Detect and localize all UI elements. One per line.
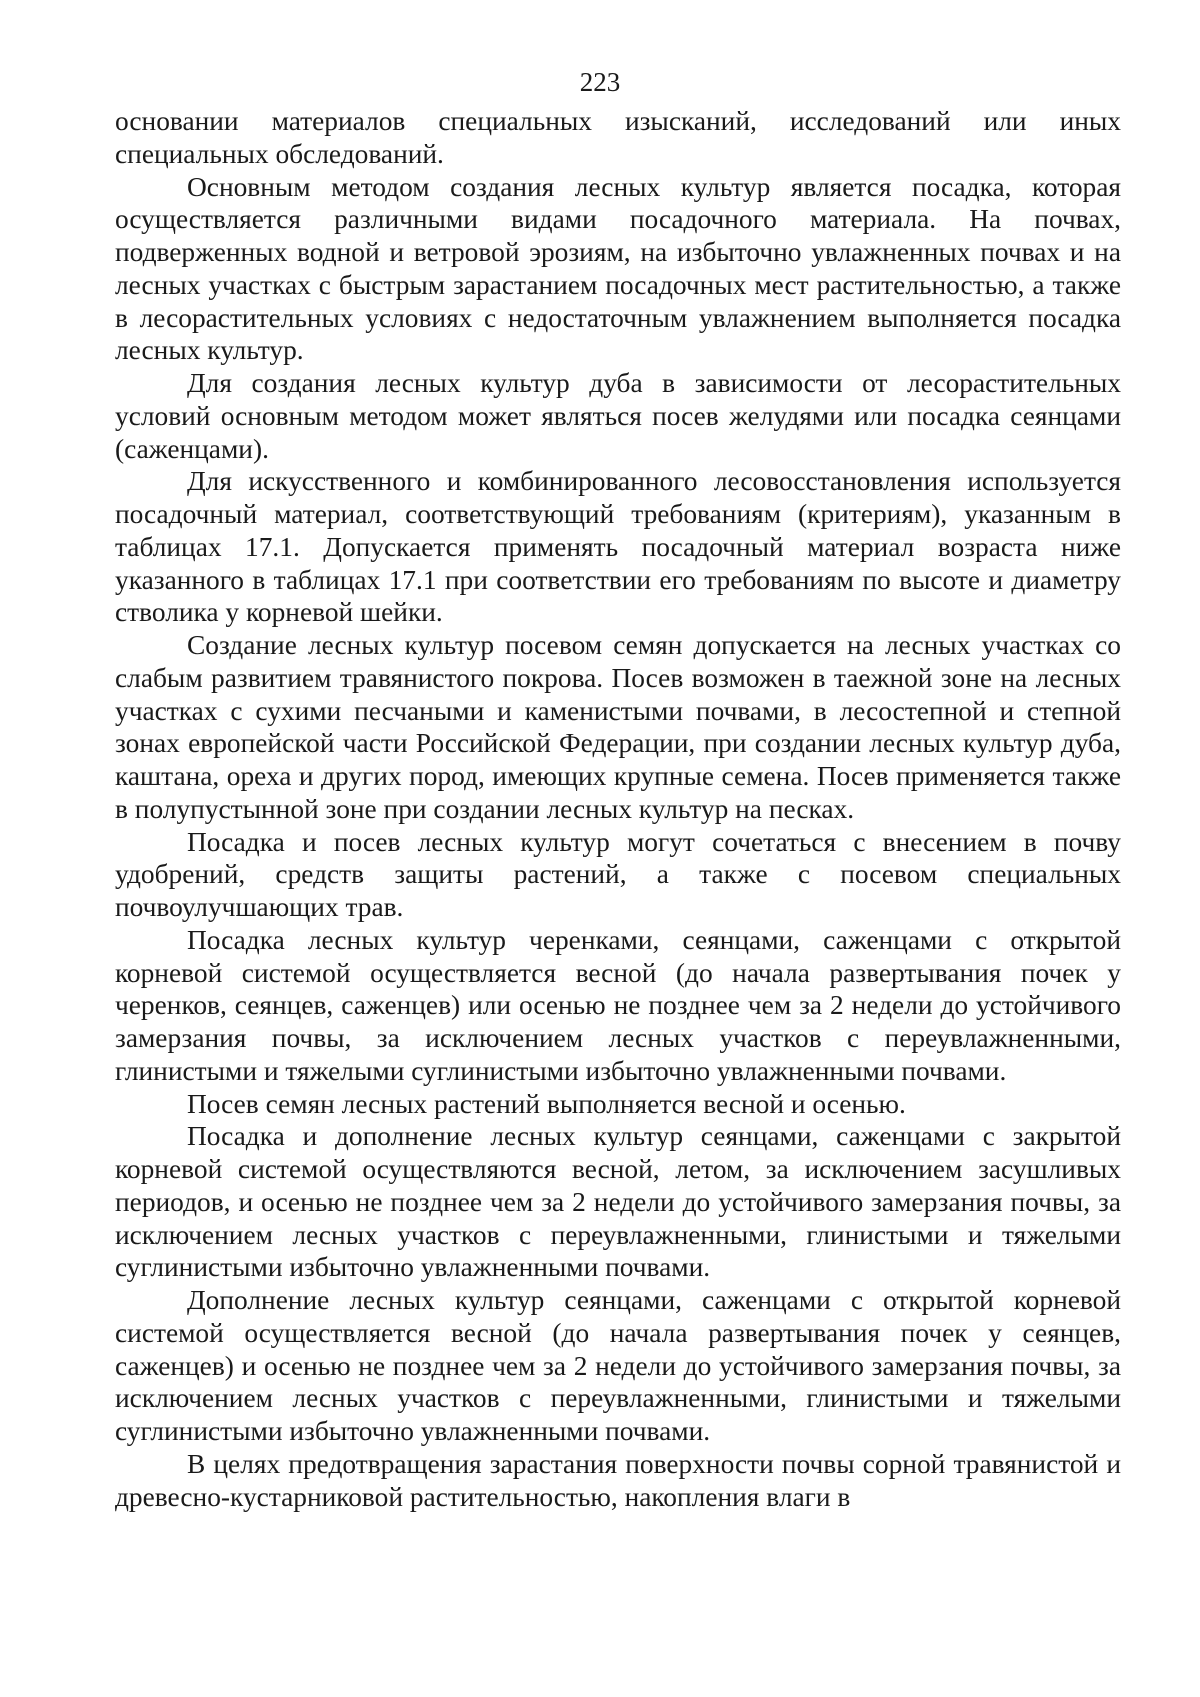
paragraph-oak-cultures: Для создания лесных культур дуба в зависимости от лесорастительных условий основным методом может являться посев желудями или посадка сеянцами (саженцами). [115,368,1121,464]
paragraph-open-root-planting: Посадка лесных культур черенками, сеянцами, саженцами с открытой корневой системой осуществляется весной (до начала развертывания почек у черенков, сеянцев, саженцев) или осенью не позднее чем за 2 недели до устойчивого замерзания почвы, за исключением лесных участков с переувлажненными, глинистыми и тяжелыми суглинистыми избыточно увлажненными почвами. [115,924,1121,1086]
paragraph-closed-root-planting: Посадка и дополнение лесных культур сеянцами, саженцами с закрытой корневой системой осуществляются весной, летом, за исключением засушливых периодов, и осенью не позднее чем за 2 недели до устойчивого замерзания почвы, за исключением лесных участков с переувлажненными, глинистыми и тяжелыми суглинистыми избыточно увлажненными почвами. [115,1121,1121,1283]
page-number: 223 [579,67,621,97]
paragraph-planting-method: Основным методом создания лесных культур является посадка, которая осуществляется различными видами посадочного материала. На почвах, подверженных водной и ветровой эрозиям, на избыточно увлажненных почвах и на лесных участках с быстрым зарастанием посадочных мест растительностью, а также в лесорастительных условиях с недостаточным увлажнением выполняется посадка лесных культур. [115,171,1121,366]
paragraph-seed-sowing: Создание лесных культур посевом семян допускается на лесных участках со слабым развитием травянистого покрова. Посев возможен в таежной зоне на лесных участках с сухими песчаными и каменистыми почвами, в лесостепной и степной зонах европейской части Российской Федерации, при создании лесных культур дуба, каштана, ореха и других пород, имеющих крупные семена. Посев применяется также в полупустынной зоне при создании лесных культур на песках. [115,630,1121,824]
paragraph-sowing-season: Посев семян лесных растений выполняется весной и осенью. [187,1088,906,1119]
paragraph-fertilizers: Посадка и посев лесных культур могут сочетаться с внесением в почву удобрений, средств защиты растений, а также с посевом специальных почвоулучшающих трав. [115,826,1121,922]
paragraph-planting-material: Для искусственного и комбинированного лесовосстановления используется посадочный материал, соответствующий требованиям (критериям), указанным в таблицах 17.1. Допускается применять посадочный материал возраста ниже указанного в таблицах 17.1 при соответствии его требованиям по высоте и диаметру стволика у корневой шейки. [115,466,1121,628]
paragraph-continuation: основании материалов специальных изысканий, исследований или иных специальных обследований. [115,106,1121,169]
paragraph-weed-prevention: В целях предотвращения зарастания поверхности почвы сорной травянистой и древесно-кустарниковой растительностью, накопления влаги в [115,1448,1121,1512]
document-body [115,105,1121,1513]
paragraph-open-root-supplement: Дополнение лесных культур сеянцами, саженцами с открытой корневой системой осуществляется весной (до начала развертывания почек у сеянцев, саженцев) и осенью не позднее чем за 2 недели до устойчивого замерзания почвы, за исключением лесных участков с переувлажненными, глинистыми и тяжелыми суглинистыми избыточно увлажненными почвами. [115,1285,1121,1446]
